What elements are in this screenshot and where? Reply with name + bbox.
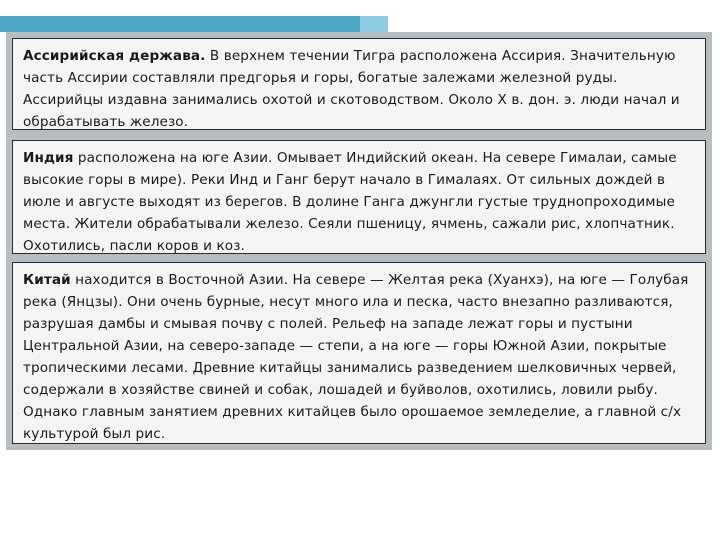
india-text-box bbox=[12, 140, 706, 254]
assyria-title: Ассирийская держава. bbox=[23, 48, 206, 64]
india-text: расположена на юге Азии. Омывает Индийский океан. На севере Гималаи, самые высокие горы в мире). Реки Инд и Ганг берут начало в Гималаях. От сильных дождей в июле и августе выходят из берегов. В долине Ганга джунгли густые труднопроходимые места. Жители обрабатывали железо. Сеяли пшеницу, ячмень, сажали рис, хлопчатник. Охотились, пасли коров и коз. bbox=[23, 150, 677, 254]
china-text: находится в Восточной Азии. На севере — Желтая река (Хуанхэ), на юге — Голубая река (Янцзы). Они очень бурные, несут много ила и песка, часто внезапно разливаются, разрушая дамбы и смывая почву с полей. Рельеф на западе лежат горы и пустыни Центральной Азии, на северо-западе — степи, а на юге — горы Южной Азии, покрытые тропическими лесами. Древние китайцы занимались разведением шелковичных червей, содержали в хозяйстве свиней и собак, лошадей и буйволов, охотились, ловили рыбу. Однако главным занятием древних китайцев было орошаемое земледелие, а главной с/х культурой был рис. bbox=[23, 272, 689, 442]
assyria-text-box bbox=[12, 38, 706, 130]
assyria-text: В верхнем течении Тигра расположена Ассирия. Значительную часть Ассирии составляли предгорья и горы, богатые залежами железной руды. Ассирийцы издавна занимались охотой и скотоводством. Около X в. дон. э. люди начал и обрабатывать железо. bbox=[23, 48, 680, 130]
india-title: Индия bbox=[23, 150, 74, 166]
china-title: Китай bbox=[23, 272, 71, 288]
header-accent-bar bbox=[0, 16, 360, 32]
china-text-box bbox=[12, 262, 706, 444]
header-accent-block bbox=[360, 16, 388, 32]
